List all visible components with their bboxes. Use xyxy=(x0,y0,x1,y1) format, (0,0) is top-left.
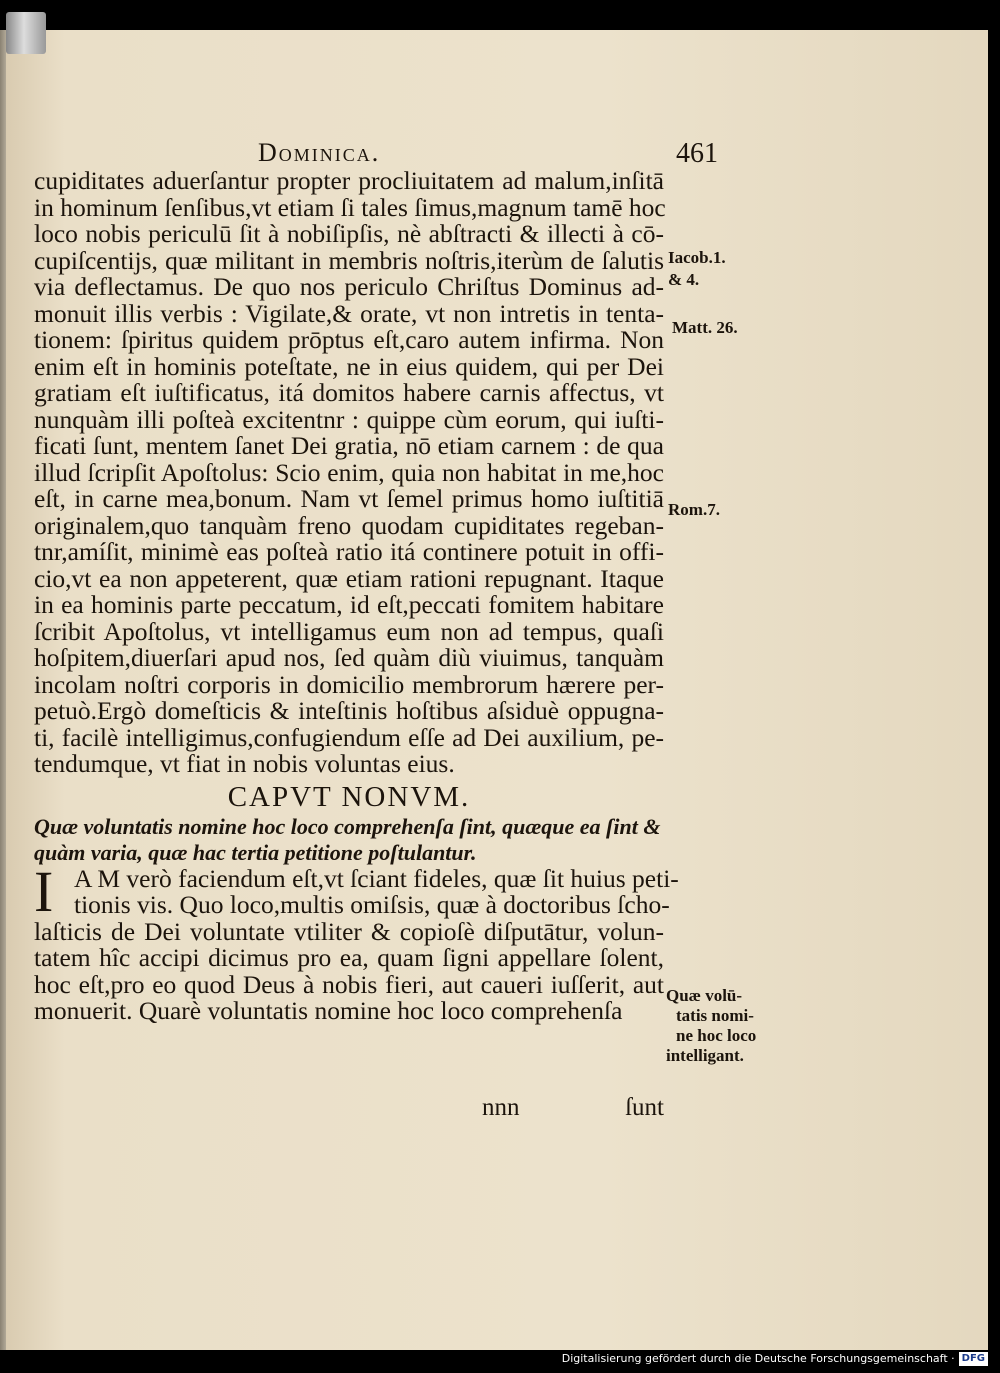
text-line: tendumque, vt fiat in nobis voluntas eius. xyxy=(34,749,455,778)
margin-note-quae: intelligant. xyxy=(666,1046,744,1065)
text-line: tnr,amíſit, minimè eas poſteà ratio itá continere potuit in offi- xyxy=(34,537,664,566)
text-line: hoſpitem,diuerſari apud nos, ſed quàm diù viuimus, tanquàm xyxy=(34,643,664,672)
page-clip xyxy=(6,12,46,54)
text-line: ti, facilè intelligimus,confugiendum eſſe ad Dei auxilium, pe- xyxy=(34,722,664,752)
margin-note-jacob-2: & 4. xyxy=(668,270,700,289)
page-number: 461 xyxy=(676,138,718,169)
catchword: ſunt xyxy=(625,1094,664,1121)
dfg-logo: DFG xyxy=(959,1352,988,1366)
text-line: monuit illis verbis : Vigilate,& orate, vt non intretis in tenta- xyxy=(34,298,664,328)
text-line: originalem,quo tanquàm freno quodam cupiditates regeban- xyxy=(34,510,664,540)
text-line: incolam noſtri corporis in domicilio membrorum hærere per- xyxy=(34,669,664,699)
text-line: via deflectamus. De quo nos periculo Chriſtus Dominus ad- xyxy=(34,272,664,301)
text-line: ſcribit Apoſtolus, vt intelligamus eum non ad tempus, quaſi xyxy=(34,616,664,646)
margin-note-quae: tatis nomi- xyxy=(676,1006,754,1025)
text-line: cupiditates aduerſantur propter procliuitatem ad malum,inſitā xyxy=(34,166,664,195)
text-line: hoc eſt,pro eo quod Deus à nobis fieri, aut caueri iuſſerit, aut xyxy=(34,969,664,999)
text-line: petuò.Ergò domeſticis & inteſtinis hoſtibus aſsiduè oppugna- xyxy=(34,696,664,725)
text-line: enim eſt in hominis poteſtate, ne in eius quidem, qui per Dei xyxy=(34,351,664,381)
text-line: monuerit. Quarè voluntatis nomine hoc loco comprehenſa xyxy=(34,996,623,1025)
footer-credit xyxy=(562,1351,988,1367)
text-line: laſticis de Dei voluntate vtiliter & copioſè diſputātur, volun- xyxy=(34,916,664,946)
running-title: Dominica. xyxy=(258,138,381,167)
text-line: loco nobis periculū ſit à nobiſipſis, nè abſtracti & illecti à cō- xyxy=(34,219,664,248)
margin-note-jacob: Iacob.1. xyxy=(668,248,726,267)
drop-cap: I xyxy=(34,858,54,924)
text-line: in ea hominis parte peccatum, id eſt,peccati fomitem habitare xyxy=(34,590,664,619)
paragraph-two xyxy=(34,858,679,924)
text-line: cio,vt ea non appeterent, quæ etiam rationi repugnant. Itaque xyxy=(34,563,664,593)
signature-mark: nnn xyxy=(482,1094,520,1121)
text-line: ficati ſunt, mentem ſanet Dei gratia, nō etiam carnem : de qua xyxy=(34,431,664,460)
chapter-summary-line: quàm varia, quæ hac tertia petitione poſtulantur. xyxy=(34,839,477,865)
text-line: tatem hîc accipi dicimus pro ea, quam ſigni appellare ſolent, xyxy=(34,943,664,972)
text-line: in hominum ſenſibus,vt etiam ſi tales ſimus,magnum tamē hoc xyxy=(34,192,666,222)
footer-text: Digitalisierung gefördert durch die Deutsche Forschungsgemeinschaft · xyxy=(561,1352,955,1365)
main-text xyxy=(34,166,679,1025)
text-line: illud ſcripſit Apoſtolus: Scio enim, quia non habitat in me,hoc xyxy=(34,457,664,487)
text-line: nunquàm illi poſteà excitentnr : quippe cùm eorum, qui iuſti- xyxy=(34,404,664,434)
margin-note-matt: Matt. 26. xyxy=(672,318,738,337)
text-line: gratiam eſt iuſtificatus, itá domitos habere carnis affectus, vt xyxy=(34,378,664,407)
margin-note-quae: Quæ volū- xyxy=(666,986,743,1005)
text-line: A M verò faciendum eſt,vt ſciant fideles, quæ ſit huius peti- xyxy=(74,863,679,893)
margin-note-quae: ne hoc loco xyxy=(676,1026,757,1045)
margin-note-rom: Rom.7. xyxy=(668,500,720,519)
text-line: eſt, in carne mea,bonum. Nam vt ſemel primus homo iuſtitiā xyxy=(34,484,664,513)
chapter-heading: CAPVT NONVM. xyxy=(227,780,471,813)
catchline xyxy=(34,1094,664,1122)
chapter-summary-line: Quæ voluntatis nomine hoc loco comprehenſa ſint, quæque ea ſint & xyxy=(34,813,661,839)
text-line: tionem: ſpiritus quidem prōptus eſt,caro autem infirma. Non xyxy=(34,325,664,354)
text-line: cupiſcentijs, quæ militant in membris noſtris,iterùm de ſalutis xyxy=(34,245,664,275)
running-header xyxy=(258,138,718,168)
text-line: tionis vis. Quo loco,multis omiſsis, quæ à doctoribus ſcho- xyxy=(74,890,670,919)
